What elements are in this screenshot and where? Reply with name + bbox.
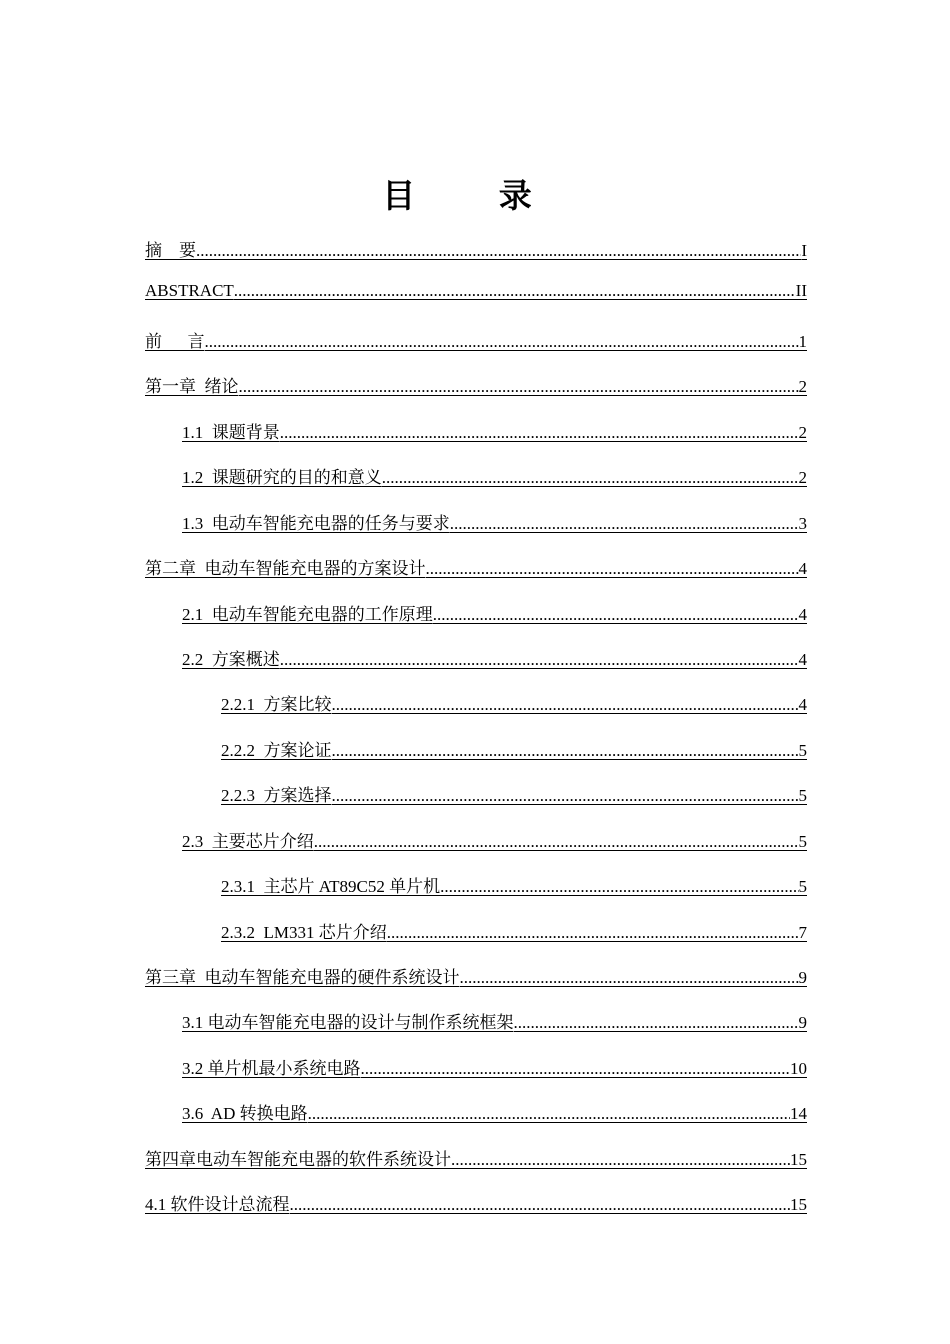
toc-entry-2-3-2[interactable]: [145, 918, 807, 963]
toc-entry-label: 3.2 单片机最小系统电路: [182, 1058, 361, 1078]
toc-entry-chapter-2[interactable]: [145, 554, 807, 599]
toc-entry-label: 4.1 软件设计总流程: [145, 1195, 290, 1215]
toc-leader-dots: [332, 741, 799, 761]
toc-leader-dots: [308, 1104, 790, 1124]
toc-entry-label: 3.1 电动车智能充电器的设计与制作系统框架: [182, 1013, 514, 1033]
toc-leader-dots: [433, 605, 799, 625]
toc-entry-1-3[interactable]: [145, 509, 807, 554]
toc-page-number: II: [795, 281, 807, 301]
toc-leader-dots: [280, 423, 799, 443]
toc-leader-dots: [387, 923, 799, 943]
toc-page-number: I: [801, 241, 807, 260]
page-title: 目 录: [382, 176, 568, 215]
toc-entry-label: 1.2 课题研究的目的和意义: [182, 468, 382, 488]
toc-entry-label: 第二章 电动车智能充电器的方案设计: [145, 559, 426, 579]
toc-page-number: 2: [798, 468, 807, 488]
toc-entry-abstract-en[interactable]: [145, 281, 807, 326]
toc-entry-2-3-1[interactable]: [145, 872, 807, 917]
toc-entry-chapter-1[interactable]: [145, 372, 807, 417]
toc-entry-label: 摘 要: [145, 241, 196, 260]
toc-entry-4-1[interactable]: [145, 1190, 807, 1235]
toc-entry-2-2-3[interactable]: [145, 781, 807, 826]
toc-leader-dots: [234, 281, 796, 301]
toc-page-number: 7: [798, 922, 807, 942]
toc-page-number: 1: [798, 331, 807, 351]
toc-page-number: 4: [798, 604, 807, 624]
toc-entry-label: 2.2.1 方案比较: [221, 695, 332, 715]
toc-entry-2-2[interactable]: [145, 645, 807, 690]
toc-entry-3-6[interactable]: [145, 1099, 807, 1144]
toc-entry-label: 第一章 绪论: [145, 377, 239, 397]
toc-page-number: 2: [798, 377, 807, 397]
toc-entry-label: 1.1 课题背景: [182, 422, 280, 442]
toc-leader-dots: [361, 1059, 791, 1079]
toc-entry-3-1[interactable]: [145, 1008, 807, 1053]
toc-page-number: 4: [798, 559, 807, 579]
toc-leader-dots: [332, 695, 799, 715]
toc-leader-dots: [205, 332, 799, 352]
toc-entry-label: 2.3 主要芯片介绍: [182, 831, 314, 851]
toc-leader-dots: [440, 877, 798, 897]
table-of-contents: [145, 236, 807, 1236]
toc-entry-2-2-2[interactable]: [145, 736, 807, 781]
toc-leader-dots: [239, 377, 799, 397]
toc-entry-3-2[interactable]: [145, 1054, 807, 1099]
toc-leader-dots: [332, 786, 799, 806]
toc-page-number: 5: [798, 740, 807, 760]
toc-leader-dots: [290, 1195, 791, 1215]
toc-entry-1-1[interactable]: [145, 418, 807, 463]
toc-entry-2-3[interactable]: [145, 827, 807, 872]
toc-entry-chapter-3[interactable]: [145, 963, 807, 1008]
toc-entry-label: 2.2.3 方案选择: [221, 786, 332, 806]
toc-leader-dots: [451, 1150, 790, 1170]
toc-leader-dots: [382, 468, 799, 488]
toc-page-number: 15: [790, 1149, 807, 1169]
toc-page-number: 4: [798, 649, 807, 669]
toc-leader-dots: [314, 832, 799, 852]
toc-entry-chapter-4[interactable]: [145, 1145, 807, 1190]
toc-entry-label: 前 言: [145, 331, 205, 351]
toc-page-number: 14: [790, 1104, 807, 1124]
toc-entry-2-1[interactable]: [145, 600, 807, 645]
toc-entry-label: 2.3.1 主芯片 AT89C52 单片机: [221, 877, 441, 897]
toc-leader-dots: [514, 1013, 799, 1033]
toc-leader-dots: [450, 514, 799, 534]
toc-entry-label: 第三章 电动车智能充电器的硬件系统设计: [145, 968, 460, 987]
toc-page-number: 5: [798, 877, 807, 897]
toc-leader-dots: [280, 650, 799, 670]
toc-entry-preface[interactable]: [145, 327, 807, 372]
toc-leader-dots: [460, 968, 799, 988]
toc-entry-label: 2.3.2 LM331 芯片介绍: [221, 922, 387, 942]
toc-entry-label: 1.3 电动车智能充电器的任务与要求: [182, 513, 450, 533]
toc-page-number: 10: [790, 1058, 807, 1078]
toc-page-number: 2: [798, 422, 807, 442]
toc-page-number: 15: [790, 1195, 807, 1215]
toc-entry-1-2[interactable]: [145, 463, 807, 508]
toc-page-number: 4: [798, 695, 807, 715]
toc-entry-label: ABSTRACT: [145, 281, 234, 301]
toc-entry-label: 2.2 方案概述: [182, 649, 280, 669]
toc-entry-abstract-cn[interactable]: [145, 236, 807, 281]
toc-leader-dots: [426, 559, 799, 579]
toc-entry-label: 2.2.2 方案论证: [221, 740, 332, 760]
toc-entry-2-2-1[interactable]: [145, 690, 807, 735]
toc-page-number: 5: [798, 786, 807, 806]
toc-page-number: 3: [798, 513, 807, 533]
toc-page-number: 9: [798, 968, 807, 987]
toc-entry-label: 3.6 AD 转换电路: [182, 1104, 308, 1124]
toc-page-number: 5: [798, 831, 807, 851]
toc-leader-dots: [196, 241, 801, 261]
toc-page-number: 9: [798, 1013, 807, 1033]
toc-entry-label: 2.1 电动车智能充电器的工作原理: [182, 604, 433, 624]
toc-entry-label: 第四章电动车智能充电器的软件系统设计: [145, 1149, 451, 1169]
